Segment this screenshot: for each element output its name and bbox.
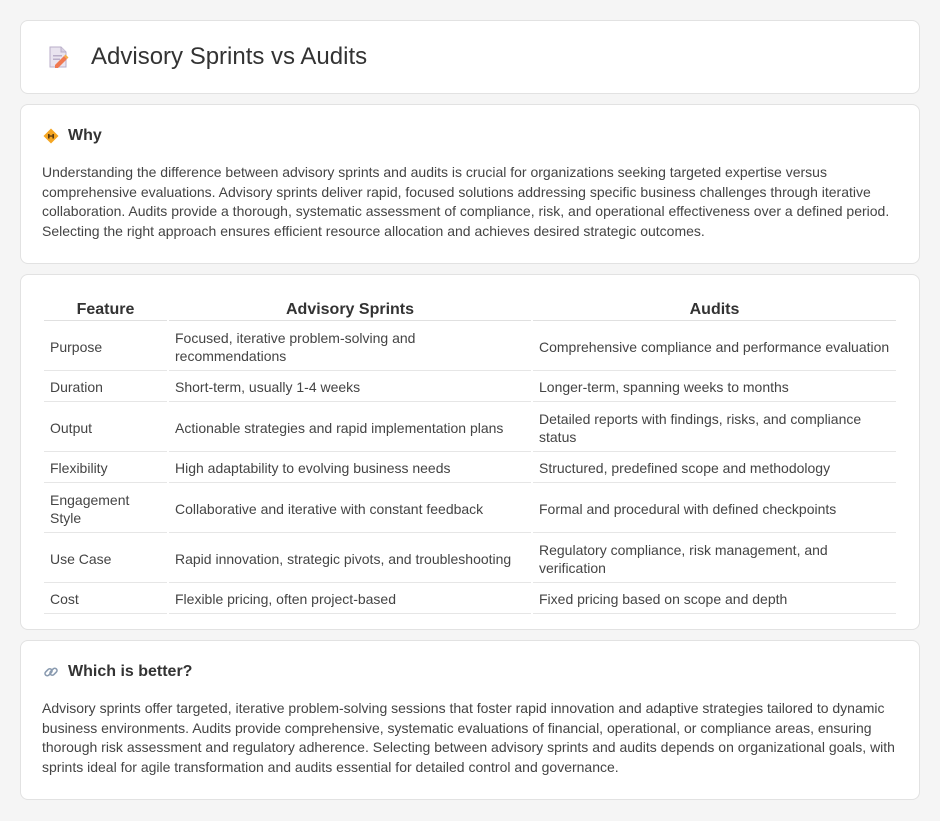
better-heading: Which is better? [68,663,193,680]
why-heading-row [42,127,898,145]
table-header-row [44,297,896,321]
row-advisory-sprints: High adaptability to evolving business needs [169,454,531,483]
row-feature: Use Case [44,535,167,583]
table-row [44,585,896,614]
row-feature: Flexibility [44,454,167,483]
row-advisory-sprints: Actionable strategies and rapid implementation plans [169,404,531,452]
row-feature: Engagement Style [44,485,167,533]
row-feature: Purpose [44,323,167,371]
table-row [44,373,896,402]
header-advisory-sprints: Advisory Sprints [169,297,531,321]
comparison-table-card [20,274,920,630]
table-row [44,323,896,371]
row-feature: Output [44,404,167,452]
row-audits: Detailed reports with findings, risks, and compliance status [533,404,896,452]
document-pencil-icon [43,42,73,72]
table-row [44,485,896,533]
why-heading: Why [68,127,102,144]
header-audits: Audits [533,297,896,321]
row-feature: Cost [44,585,167,614]
why-section [20,104,920,264]
row-advisory-sprints: Flexible pricing, often project-based [169,585,531,614]
row-audits: Fixed pricing based on scope and depth [533,585,896,614]
row-audits: Longer-term, spanning weeks to months [533,373,896,402]
why-text: Understanding the difference between advisory sprints and audits is crucial for organizations seeking targeted expertise versus comprehensive evaluations. Advisory sprints deliver rapid, focused solutions addressing specific business challenges through iterative collaboration. Audits provide a thorough, systematic assessment of compliance, risk, and operational effectiveness over a defined period. Selecting the right approach ensures efficient resource allocation and achieves desired strategic outcomes. [42,164,890,239]
link-icon [42,663,60,681]
row-advisory-sprints: Focused, iterative problem-solving and recommendations [169,323,531,371]
page-title: Advisory Sprints vs Audits [91,43,368,70]
row-advisory-sprints: Short-term, usually 1-4 weeks [169,373,531,402]
table-row [44,404,896,452]
better-text: Advisory sprints offer targeted, iterative problem-solving sessions that foster rapid innovation and adaptive strategies tailored to dynamic business environments. Audits provide comprehensive, systematic evaluations of financial, operational, or compliance areas, ensuring thorough risk assessment and regulatory adherence. Selecting between advisory sprints and audits depends on organizational goals, with sprints ideal for agile transformation and audits essential for detailed control and governance. [42,700,895,775]
row-advisory-sprints: Collaborative and iterative with constant feedback [169,485,531,533]
table-row [44,535,896,583]
comparison-table [42,295,898,616]
header-card [20,20,920,94]
header-feature: Feature [44,297,167,321]
row-audits: Formal and procedural with defined checkpoints [533,485,896,533]
better-heading-row [42,663,898,681]
row-audits: Regulatory compliance, risk management, and verification [533,535,896,583]
diamond-signpost-icon [42,127,60,145]
which-is-better-section [20,640,920,800]
table-row [44,454,896,483]
row-audits: Structured, predefined scope and methodology [533,454,896,483]
row-advisory-sprints: Rapid innovation, strategic pivots, and troubleshooting [169,535,531,583]
row-audits: Comprehensive compliance and performance evaluation [533,323,896,371]
row-feature: Duration [44,373,167,402]
